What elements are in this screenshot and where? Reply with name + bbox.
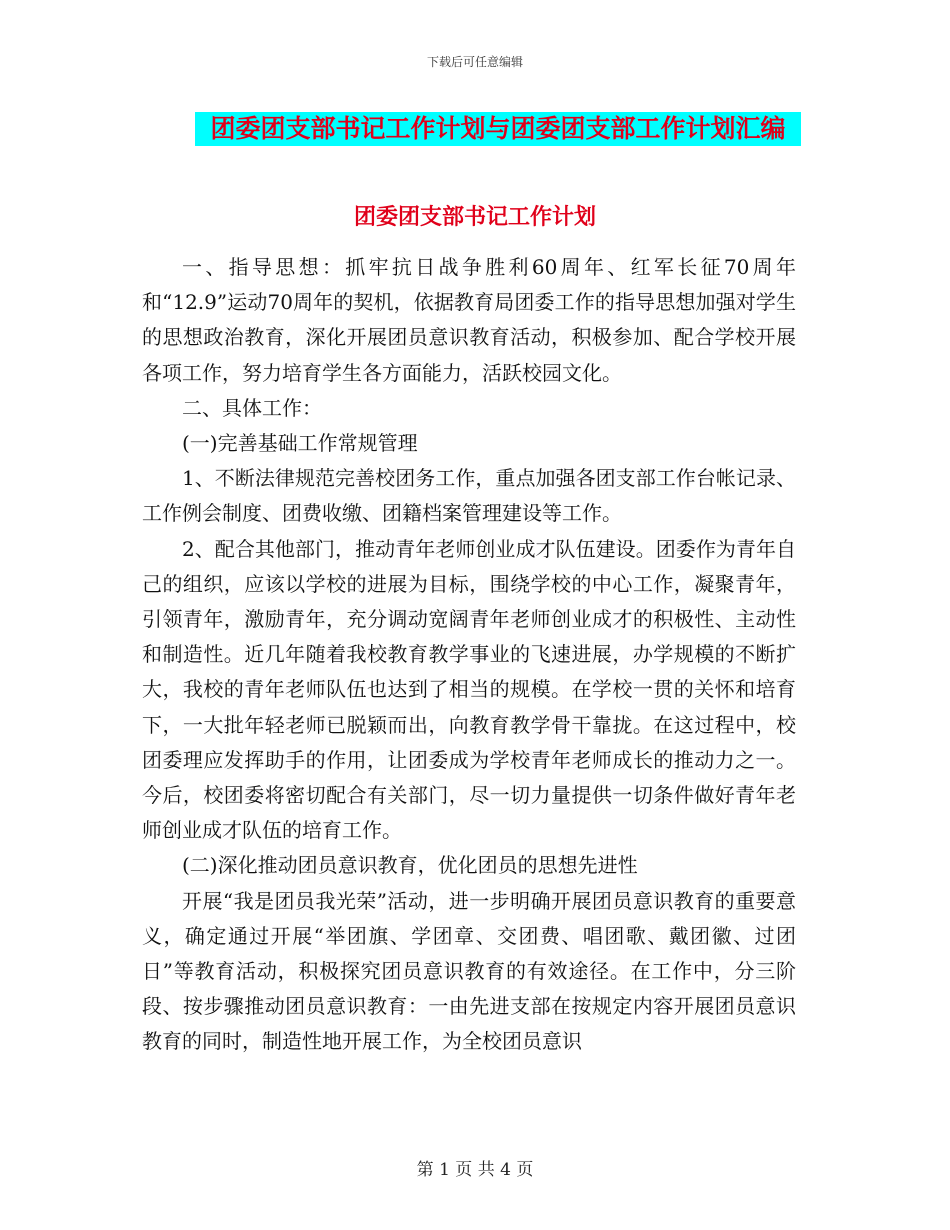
paragraph-item-1: 1、不断法律规范完善校团务工作，重点加强各团支部工作台帐记录、工作例会制度、团费收缴、团籍档案管理建设等工作。 xyxy=(142,466,796,526)
paragraph-guiding-thought: 一、指导思想：抓牢抗日战争胜利60周年、红军长征70周年和“12.9”运动70周年的契机，依据教育局团委工作的指导思想加强对学生的思想政治教育，深化开展团员意识教育活动，积极参加、配合学校开展各项工作，努力培育学生各方面能力，活跃校园文化。 xyxy=(142,255,796,385)
document-main-title: 团委团支部书记工作计划与团委团支部工作计划汇编 xyxy=(195,112,801,146)
section-title: 团委团支部书记工作计划 xyxy=(353,205,596,230)
paragraph-subheading-2: (二)深化推动团员意识教育，优化团员的思想先进性 xyxy=(182,853,638,878)
paragraph-specific-work-heading: 二、具体工作： xyxy=(182,395,322,420)
paragraph-subheading-1: (一)完善基础工作常规管理 xyxy=(182,431,418,456)
page-footer: 第 1 页 共 4 页 xyxy=(416,1160,534,1180)
body-text xyxy=(142,250,796,1060)
paragraph-item-2: 2、配合其他部门，推动青年老师创业成才队伍建设。团委作为青年自己的组织，应该以学校的进展为目标，围绕学校的中心工作，凝聚青年，引领青年，激励青年，充分调动宽阔青年老师创业成才的积极性、主动性和制造性。近几年随着我校教育教学事业的飞速进展，办学规模的不断扩大，我校的青年老师队伍也达到了相当的规模。在学校一贯的关怀和培育下，一大批年轻老师已脱颖而出，向教育教学骨干靠拢。在这过程中，校团委理应发挥助手的作用，让团委成为学校青年老师成长的推动力之一。今后，校团委将密切配合有关部门，尽一切力量提供一切条件做好青年老师创业成才队伍的培育工作。 xyxy=(142,536,796,843)
page-header-note: 下载后可任意编辑 xyxy=(426,55,523,69)
paragraph-activity: 开展“我是团员我光荣”活动，进一步明确开展团员意识教育的重要意义，确定通过开展“举团旗、学团章、交团费、唱团歌、戴团徽、过团日”等教育活动，积极探究团员意识教育的有效途径。在工作中，分三阶段、按步骤推动团员意识教育：一由先进支部在按规定内容开展团员意识教育的同时，制造性地开展工作，为全校团员意识 xyxy=(142,888,796,1054)
